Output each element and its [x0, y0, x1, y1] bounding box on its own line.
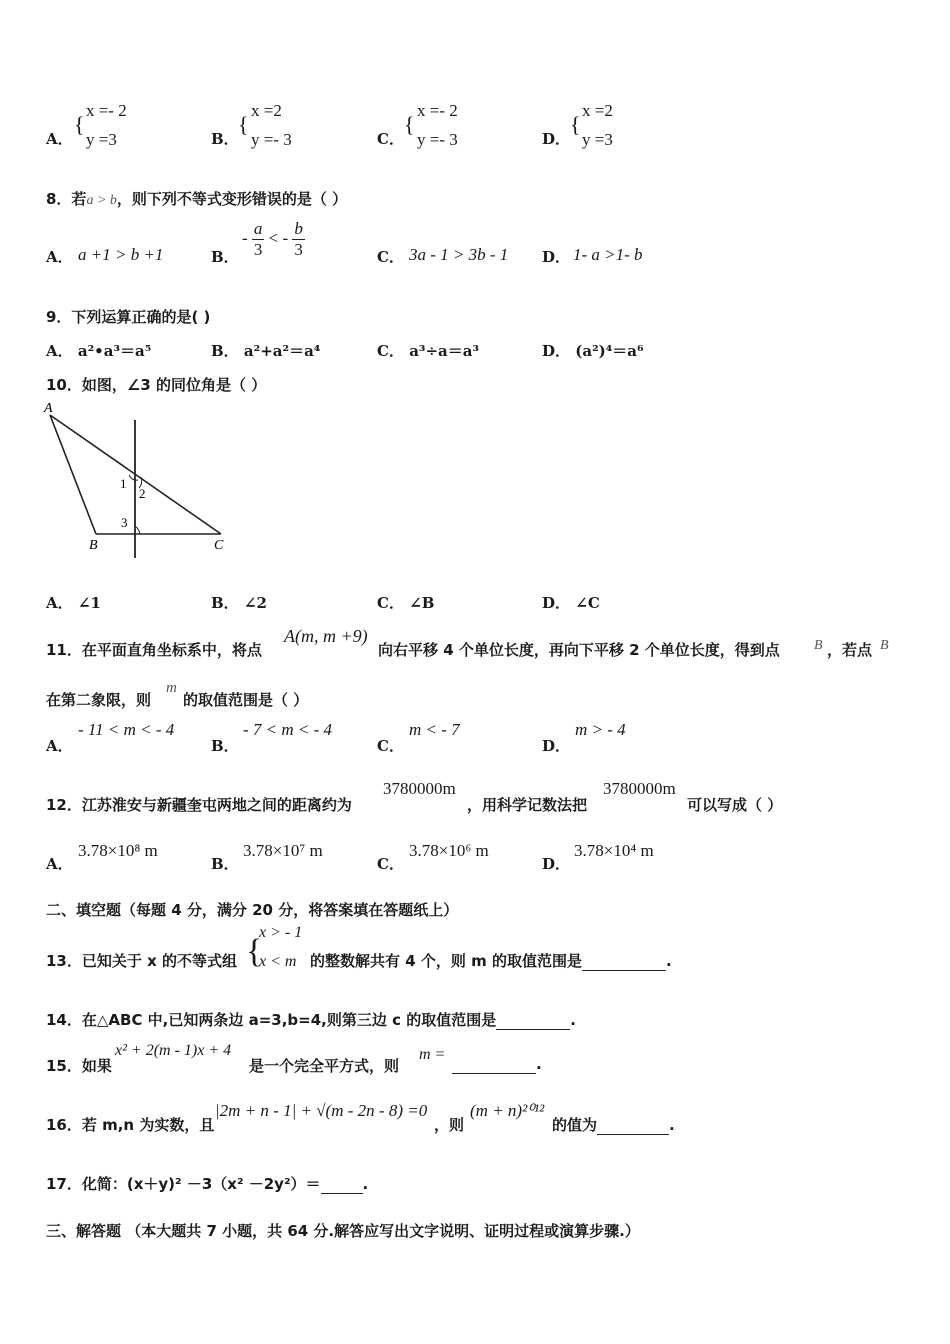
vertex-b: B [89, 538, 98, 553]
point-a: A(m, m +9) [284, 626, 368, 646]
question-13-stem-b: 的整数解共有 4 个，则 m 的取值范围是 . [310, 952, 672, 970]
option-a: A． a²•a³＝a⁵ [46, 342, 152, 360]
inequality-1: x > - 1 [259, 924, 303, 941]
option-d-label: D． [542, 737, 571, 755]
option-c-label: C． [377, 248, 404, 266]
angle-2-label: 2 [139, 486, 146, 501]
option-b-label: B． [211, 855, 239, 873]
option-a-expr: - 11 < m < - 4 [78, 720, 175, 739]
distance-value: 3780000m [603, 779, 676, 798]
option-c-y: y =- 3 [417, 130, 458, 149]
angle-1-label: 1 [120, 476, 127, 491]
option-c-expr: 3a - 1 > 3b - 1 [409, 245, 509, 264]
question-13-stem: 13．已知关于 x 的不等式组 [46, 952, 237, 970]
option-d: D． ∠C [542, 594, 600, 612]
option-c-label: C． [377, 130, 404, 148]
option-d-expr: 3.78×10⁴ m [574, 841, 654, 860]
brace: { [570, 112, 581, 137]
option-b-x: x =2 [251, 101, 282, 120]
option-d-label: D． [542, 855, 571, 873]
option-b-label: B． [211, 130, 239, 148]
option-a-expr: a +1 > b +1 [78, 245, 164, 264]
option-c-label: C． [377, 855, 404, 873]
vertex-c: C [214, 538, 224, 553]
option-b: B． a²+a²＝a⁴ [211, 342, 321, 360]
question-10-stem: 10．如图，∠3 的同位角是（ ） [46, 376, 267, 394]
question-11-stem-c: ，若点 [827, 641, 873, 659]
expression-2: (m + n)²⁰¹² [470, 1101, 545, 1120]
triangle-figure [40, 398, 240, 563]
option-d-y: y =3 [582, 130, 613, 149]
option-a: A． ∠1 [46, 594, 101, 612]
expression: x² + 2(m - 1)x + 4 [115, 1042, 232, 1059]
option-c-expr: m < - 7 [409, 720, 460, 739]
question-11-stem-b: 向右平移 4 个单位长度，再向下平移 2 个单位长度，得到点 [378, 641, 780, 659]
var-m: m [166, 680, 177, 696]
question-16-stem-b: ，则 [434, 1116, 465, 1134]
option-d-x: x =2 [582, 101, 613, 120]
question-14-stem: 14．在△ABC 中,已知两条边 a=3,b=4,则第三边 c 的取值范围是 . [46, 1011, 576, 1029]
option-a-label: A． [46, 130, 73, 148]
var-m: m = [419, 1046, 446, 1063]
option-b-expr: - 7 < m < - 4 [243, 720, 333, 739]
question-12-stem-c: 可以写成（ ） [687, 796, 783, 814]
option-a-y: y =3 [86, 130, 117, 149]
option-a-label: A． [46, 248, 73, 266]
option-d-label: D． [542, 130, 571, 148]
point-b: B [814, 638, 823, 653]
angle-3-label: 3 [121, 515, 128, 530]
section-2-heading: 二、填空题（每题 4 分，满分 20 分，将答案填在答题纸上） [46, 901, 459, 919]
option-a-x: x =- 2 [86, 101, 127, 120]
question-11-stem-d: 在第二象限，则 [46, 691, 152, 709]
option-a-expr: 3.78×10⁸ m [78, 841, 158, 860]
option-d: D． (a²)⁴＝a⁶ [542, 342, 644, 360]
option-c-label: C． [377, 737, 404, 755]
question-12-stem-b: ，用科学记数法把 [467, 796, 588, 814]
side-ab [50, 415, 96, 534]
brace: { [246, 933, 263, 970]
question-15-stem-b: 是一个完全平方式，则 [249, 1057, 400, 1075]
distance-value: 3780000m [383, 779, 456, 798]
option-a-label: A． [46, 737, 73, 755]
brace: { [404, 112, 415, 137]
question-16-stem-c: 的值为 . [552, 1116, 675, 1134]
option-d-label: D． [542, 248, 571, 266]
option-d-expr: 1- a >1- b [573, 245, 643, 264]
question-11-stem-a: 11．在平面直角坐标系中，将点 [46, 641, 262, 659]
expression: |2m + n - 1| + √(m - 2n - 8) =0 [215, 1101, 428, 1120]
option-d-expr: m > - 4 [575, 720, 626, 739]
inequality-2: x < m [259, 953, 297, 970]
answer-blank[interactable]: . [452, 1055, 542, 1074]
option-c: C． a³÷a＝a³ [377, 342, 480, 360]
option-b: B． ∠2 [211, 594, 267, 612]
option-b-label: B． [211, 248, 239, 266]
option-b-y: y =- 3 [251, 130, 292, 149]
option-c-expr: 3.78×10⁶ m [409, 841, 489, 860]
option-b-expr: - $\frac{a}{3}$ < - $\frac{b}{3}$ [242, 219, 303, 259]
option-b-label: B． [211, 737, 239, 755]
question-11-stem-e: 的取值范围是（ ） [183, 691, 309, 709]
question-9-stem: 9．下列运算正确的是( ) [46, 308, 211, 326]
question-8-stem: 8．若a > b，则下列不等式变形错误的是（ ） [46, 190, 348, 208]
section-3-heading: 三、解答题 （本大题共 7 小题，共 64 分.解答应写出文字说明、证明过程或演算步骤.） [46, 1222, 640, 1240]
vertex-a: A [44, 401, 53, 416]
option-a-label: A． [46, 855, 73, 873]
brace: { [74, 112, 85, 137]
brace: { [238, 112, 249, 137]
option-c: C． ∠B [377, 594, 435, 612]
option-c-x: x =- 2 [417, 101, 458, 120]
question-16-stem: 16．若 m,n 为实数，且 [46, 1116, 215, 1134]
question-17-stem: 17．化简：(x＋y)² －3（x² －2y²）＝ . [46, 1175, 369, 1193]
point-b: B [880, 638, 889, 653]
question-15-stem: 15．如果 [46, 1057, 112, 1075]
option-b-expr: 3.78×10⁷ m [243, 841, 323, 860]
question-12-stem-a: 12．江苏淮安与新疆奎屯两地之间的距离约为 [46, 796, 352, 814]
